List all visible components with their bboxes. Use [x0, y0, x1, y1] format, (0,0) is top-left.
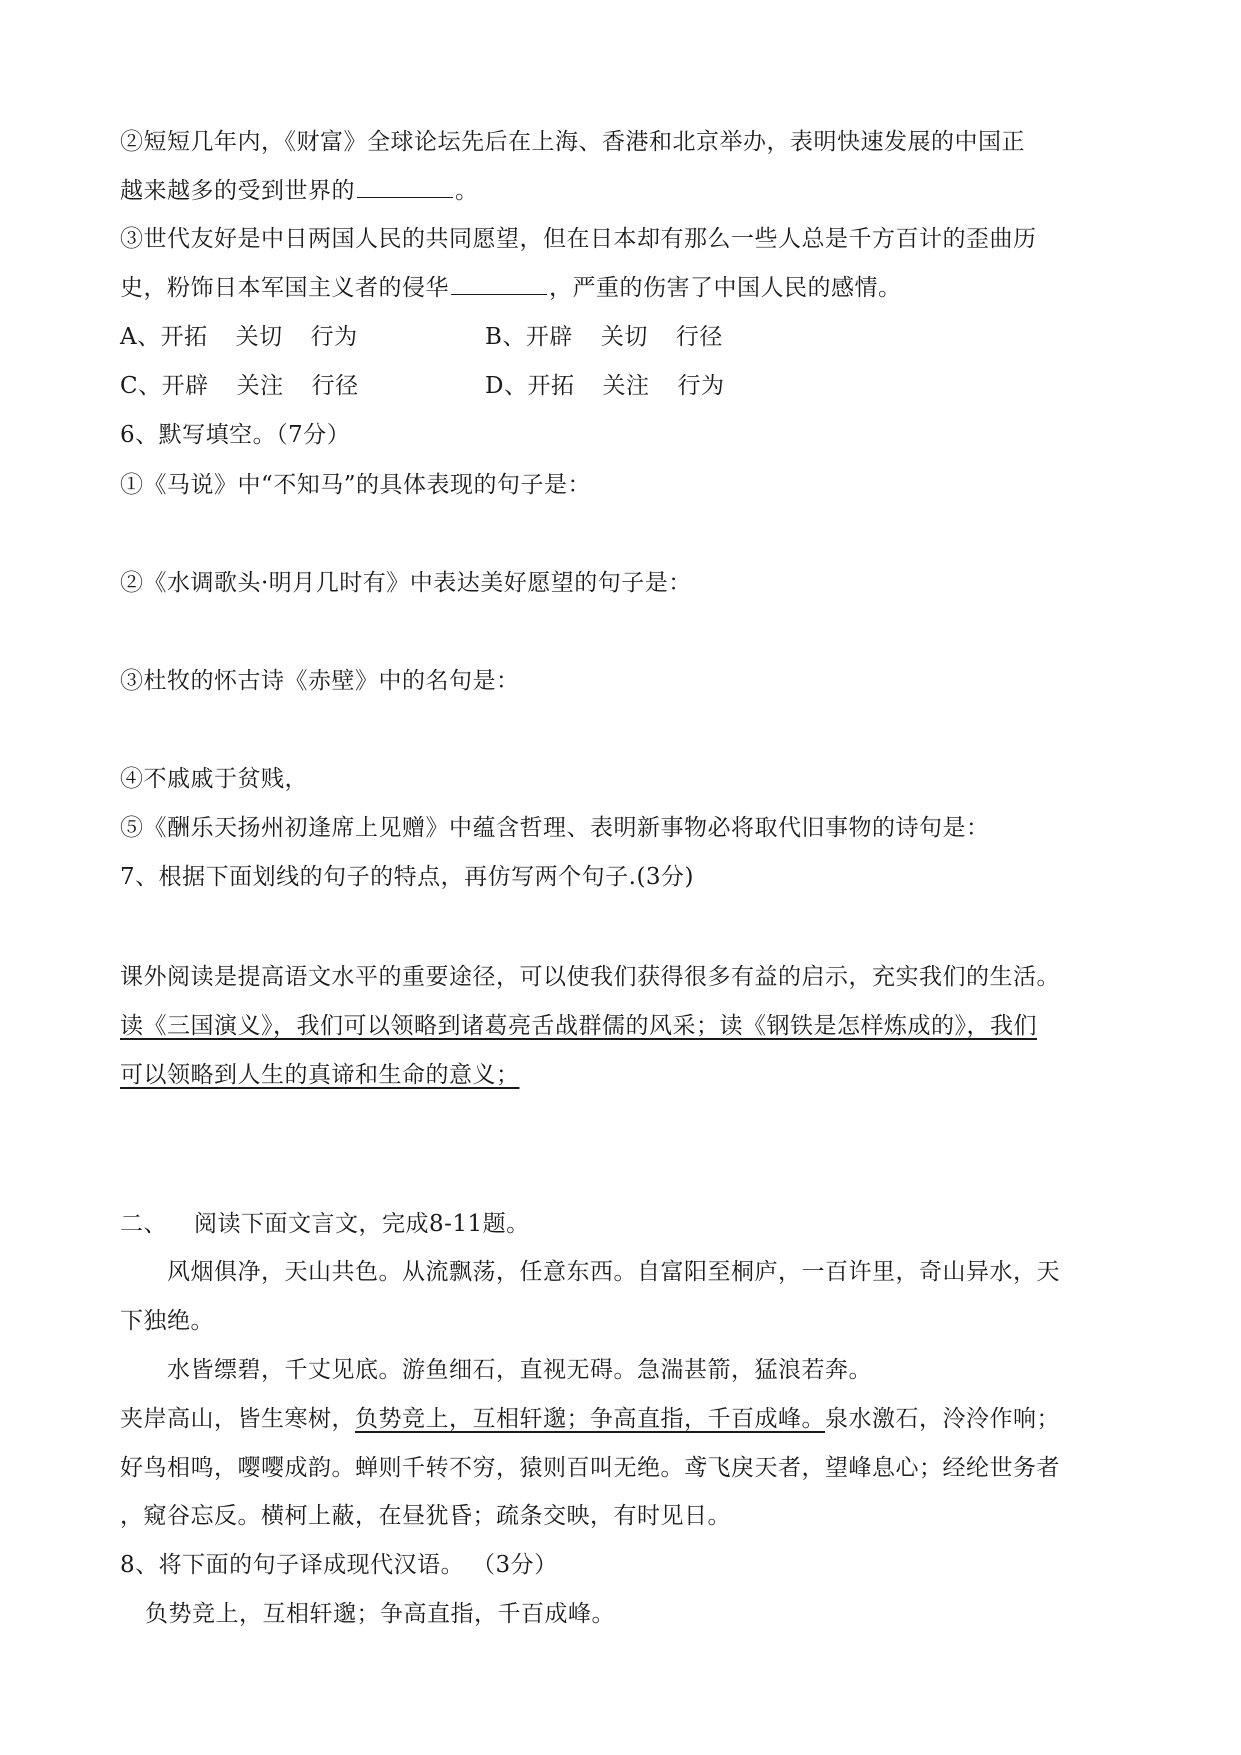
- q6-item-1: ①《马说》中“不知马”的具体表现的句子是：: [120, 472, 592, 498]
- q6-item-2: ②《水调歌头·明月几时有》中表达美好愿望的句子是：: [120, 570, 692, 596]
- q5-item-2-end: 。: [455, 178, 479, 204]
- q7-paragraph-line3: [120, 1060, 535, 1090]
- q5-item-3-line2: [120, 273, 902, 303]
- fill-blank-1: [357, 179, 453, 198]
- q5-item-3-text: 史，粉饰日本军国主义者的侵华: [120, 275, 449, 301]
- classical-text-line2: 下独绝。: [120, 1308, 214, 1334]
- q6-item-5: ⑤《酬乐天扬州初逢席上见赠》中蕴含哲理、表明新事物必将取代旧事物的诗句是：: [120, 815, 990, 841]
- classical-text-line1: 风烟俱净，天山共色。从流飘荡，任意东西。自富阳至桐庐，一百许里，奇山异水，天: [167, 1259, 1060, 1285]
- q5-item-3-end: ，严重的伤害了中国人民的感情。: [549, 275, 902, 301]
- q5-item-2-line1: ②短短几年内，《财富》全球论坛先后在上海、香港和北京举办，表明快速发展的中国正: [120, 129, 1025, 155]
- section-number: 二、: [120, 1211, 167, 1237]
- options-row-ab: [120, 322, 723, 352]
- q6-title: 6、默写填空。（7分）: [120, 422, 351, 448]
- q5-item-2-text: 越来越多的受到世界的: [120, 178, 355, 204]
- underlined-sentence-2: 可以领略到人生的真谛和生命的意义；: [120, 1062, 520, 1088]
- q7-paragraph-line1: 课外阅读是提高语文水平的重要途径，可以使我们获得很多有益的启示，充实我们的生活。: [120, 964, 1060, 990]
- q5-item-2-line2: [120, 176, 479, 206]
- underlined-classical-sentence: 负势竞上，互相轩邈；争高直指，千百成峰。: [355, 1406, 825, 1432]
- section-title: 阅读下面文言文，完成8-11题。: [194, 1211, 530, 1237]
- q7-title: 7、根据下面划线的句子的特点，再仿写两个句子.(3分): [120, 864, 695, 890]
- q7-paragraph-line2: [120, 1011, 1037, 1041]
- option-d: D、开拓 关注 行为: [485, 373, 725, 399]
- q6-item-3: ③杜牧的怀古诗《赤壁》中的名句是：: [120, 668, 520, 694]
- q8-title: 8、将下面的句子译成现代汉语。 （3分）: [120, 1552, 558, 1578]
- classical-text-line6: ，窥谷忘反。横柯上蔽，在昼犹昏；疏条交映，有时见日。: [120, 1503, 731, 1529]
- underlined-sentence-1: 读《三国演义》，我们可以领略到诸葛亮舌战群儒的风采；读《钢铁是怎样炼成的》，我们: [120, 1013, 1037, 1039]
- option-b: B、开辟 关切 行径: [485, 324, 723, 350]
- option-c: C、开辟 关注 行径: [120, 373, 359, 399]
- q6-item-4: ④不戚戚于贫贱，: [120, 766, 308, 792]
- options-row-cd: [120, 371, 724, 401]
- section-two-heading: [120, 1209, 530, 1239]
- fill-blank-2: [451, 276, 547, 295]
- q8-sentence: 负势竞上，互相轩邈；争高直指，千百成峰。: [145, 1601, 615, 1627]
- classical-text-line3: 水皆缥碧，千丈见底。游鱼细石，直视无碍。急湍甚箭，猛浪若奔。: [167, 1357, 872, 1383]
- classical-text-line5: 好鸟相鸣，嘤嘤成韵。蝉则千转不穷，猿则百叫无绝。鸢飞戾天者，望峰息心；经纶世务者: [120, 1455, 1060, 1481]
- classical-text-line4: 夹岸高山，皆生寒树，负势竞上，互相轩邈；争高直指，千百成峰。泉水激石，泠泠作响；: [120, 1406, 1060, 1432]
- q5-item-3-line1: ③世代友好是中日两国人民的共同愿望，但在日本却有那么一些人总是千方百计的歪曲历: [120, 226, 1037, 252]
- option-a: A、开拓 关切 行为: [120, 324, 358, 350]
